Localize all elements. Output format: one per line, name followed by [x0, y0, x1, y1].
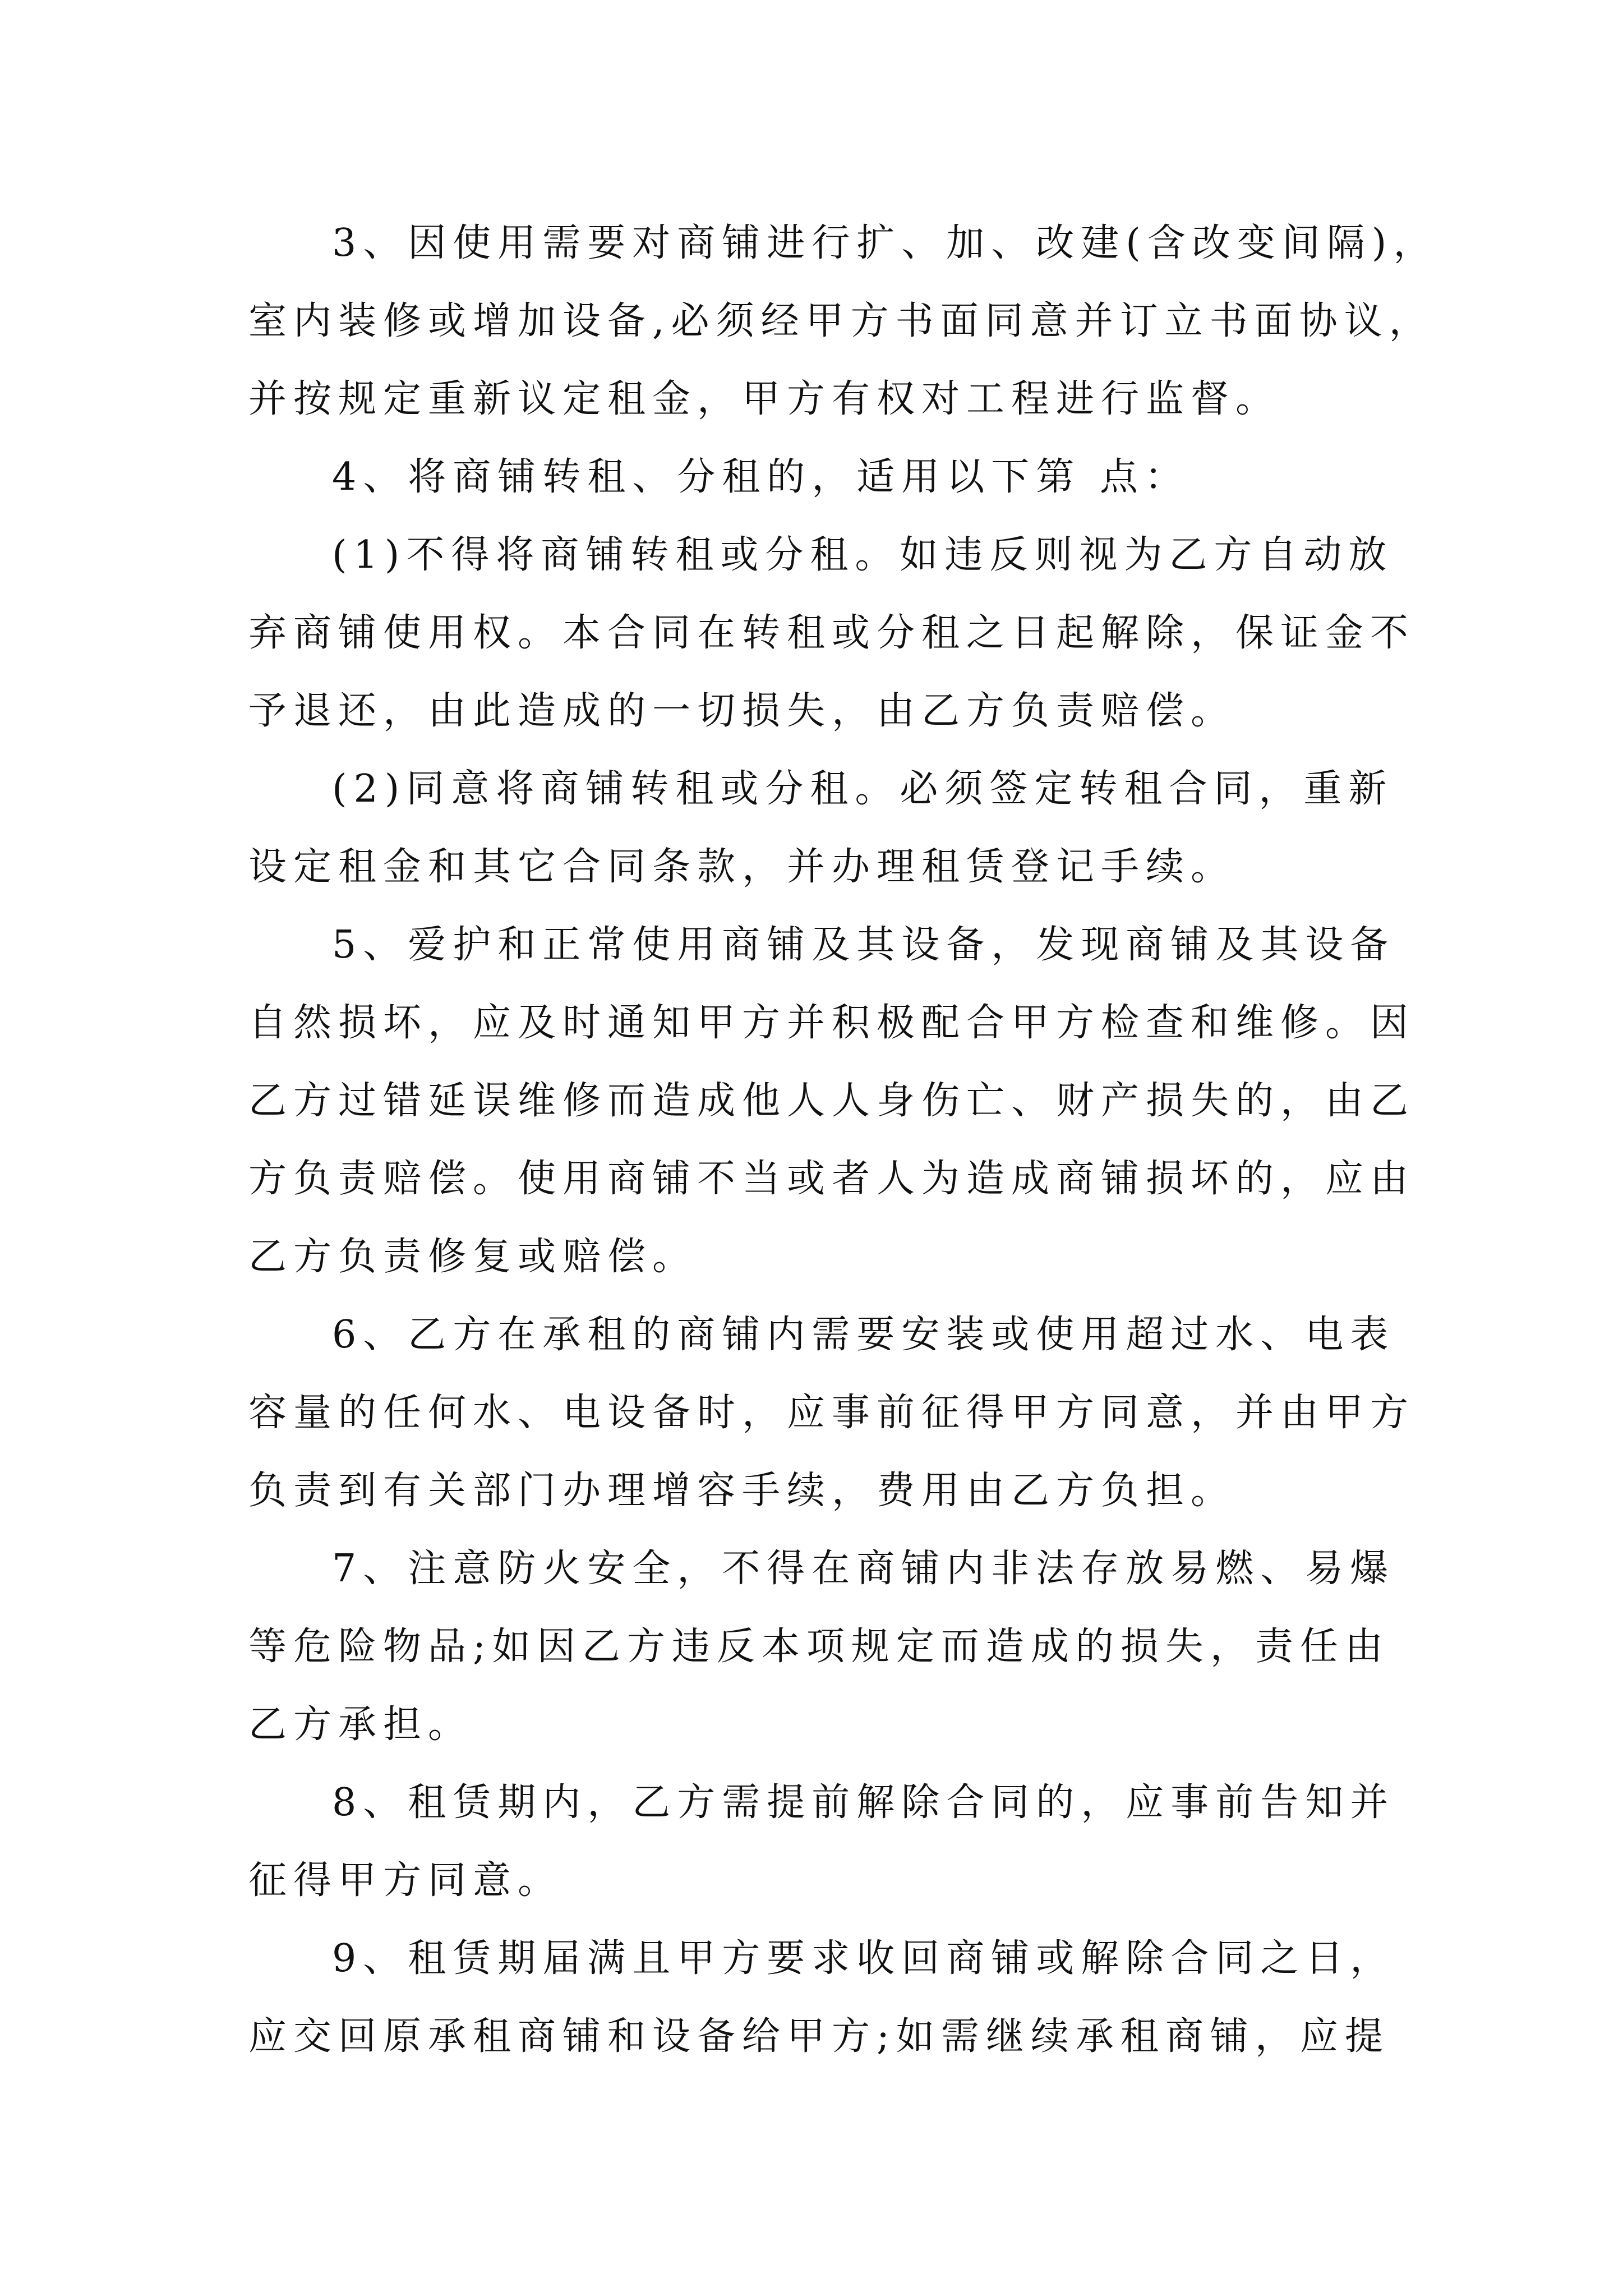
text-line: 并按规定重新议定租金，甲方有权对工程进行监督。 [248, 377, 1281, 421]
text-line: 4、将商铺转租、分租的，适用以下第 点： [332, 455, 1189, 499]
text-line: (1)不得将商铺转租或分租。如违反则视为乙方自动放 [332, 533, 1394, 577]
text-line: 设定租金和其它合同条款，并办理租赁登记手续。 [248, 845, 1236, 889]
text-line: 乙方过错延误维修而造成他人人身伤亡、财产损失的，由乙 [248, 1079, 1415, 1123]
text-line: 3、因使用需要对商铺进行扩、加、改建(含改变间隔)， [332, 221, 1438, 265]
text-line: 予退还，由此造成的一切损失，由乙方负责赔偿。 [248, 689, 1236, 733]
text-line: 9、租赁期届满且甲方要求收回商铺或解除合同之日， [332, 1936, 1395, 1981]
text-line: 自然损坏，应及时通知甲方并积极配合甲方检查和维修。因 [248, 1001, 1415, 1045]
text-line: 等危险物品;如因乙方违反本项规定而造成的损失，责任由 [248, 1625, 1390, 1669]
text-line: 5、爱护和正常使用商铺及其设备，发现商铺及其设备 [332, 923, 1395, 967]
text-line: 乙方承担。 [248, 1703, 473, 1747]
text-line: 容量的任何水、电设备时，应事前征得甲方同意，并由甲方 [248, 1391, 1415, 1435]
text-line: 征得甲方同意。 [248, 1858, 563, 1903]
text-line: 方负责赔偿。使用商铺不当或者人为造成商铺损坏的，应由 [248, 1157, 1415, 1201]
text-line: 8、租赁期内，乙方需提前解除合同的，应事前告知并 [332, 1780, 1395, 1825]
text-line: (2)同意将商铺转租或分租。必须签定转租合同，重新 [332, 767, 1394, 811]
text-line: 弃商铺使用权。本合同在转租或分租之日起解除，保证金不 [248, 611, 1415, 655]
text-line: 7、注意防火安全，不得在商铺内非法存放易燃、易爆 [332, 1547, 1395, 1591]
text-line: 应交回原承租商铺和设备给甲方;如需继续承租商铺，应提 [248, 2014, 1390, 2059]
text-line: 6、乙方在承租的商铺内需要安装或使用超过水、电表 [332, 1313, 1395, 1357]
text-line: 室内装修或增加设备,必须经甲方书面同意并订立书面协议， [248, 299, 1434, 343]
text-line: 负责到有关部门办理增容手续，费用由乙方负担。 [248, 1469, 1236, 1513]
text-line: 乙方负责修复或赔偿。 [248, 1235, 698, 1279]
